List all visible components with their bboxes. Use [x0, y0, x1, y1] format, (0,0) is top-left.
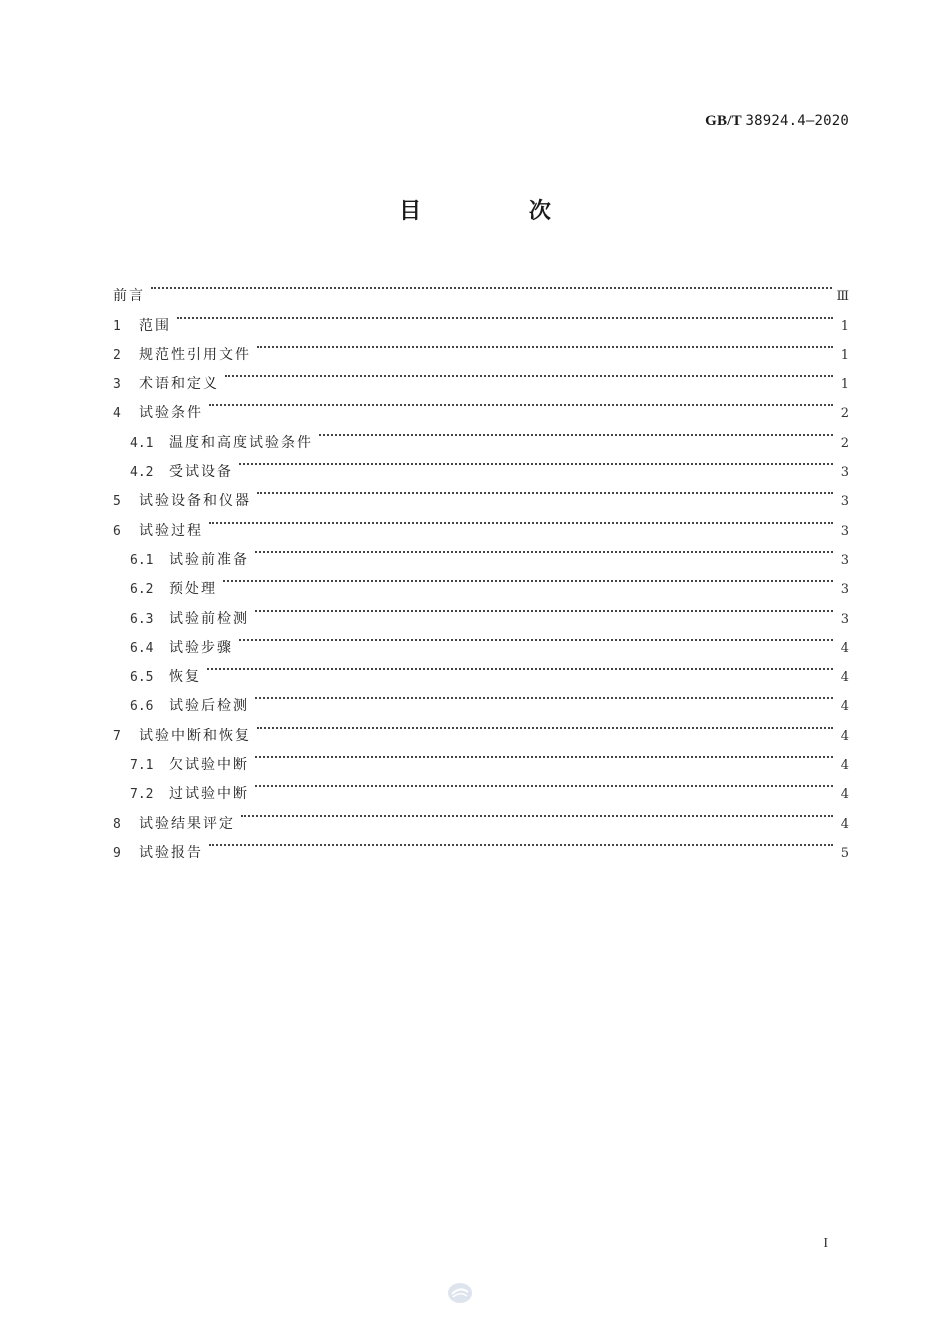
toc-entry-page: 1	[840, 377, 849, 393]
toc-entry-page: 3	[840, 494, 849, 510]
toc-dot-leader	[241, 798, 837, 827]
toc-entry-label: 试验前检测	[169, 610, 249, 627]
toc-dot-leader	[207, 652, 837, 681]
toc-dot-leader	[255, 593, 837, 622]
toc-entry-page: 3	[840, 582, 849, 598]
toc-entry-number: 5	[113, 494, 121, 510]
toc-entry[interactable]	[113, 388, 849, 422]
toc-entry-number: 8	[113, 816, 121, 832]
toc-dot-leader	[151, 271, 836, 300]
toc-entry[interactable]	[113, 300, 849, 334]
toc-entry-page: 3	[840, 611, 849, 627]
table-of-contents	[113, 271, 849, 861]
toc-entry-label: 试验过程	[139, 522, 203, 539]
toc-entry-label: 受试设备	[169, 464, 233, 481]
sac-logo-icon	[447, 1282, 473, 1304]
toc-entry-label: 试验中断和恢复	[139, 727, 251, 744]
page-number: I	[823, 1236, 828, 1251]
toc-dot-leader	[255, 681, 837, 710]
page-title: 目 次	[399, 199, 601, 224]
toc-entry-page: 3	[840, 465, 849, 481]
toc-entry-number: 4.1	[130, 435, 154, 451]
toc-entry-page: 2	[840, 435, 849, 451]
toc-entry-page: 4	[840, 728, 849, 744]
toc-entry[interactable]	[113, 330, 849, 363]
toc-dot-leader	[225, 359, 837, 388]
toc-entry-page: 4	[840, 699, 849, 715]
toc-entry-number: 7.1	[130, 758, 154, 774]
toc-entry-label: 范围	[139, 317, 171, 334]
toc-entry-page: Ⅲ	[836, 289, 849, 305]
toc-entry-label: 过试验中断	[169, 786, 249, 803]
toc-entry-number: 6.3	[130, 611, 154, 627]
toc-entry-page: 2	[840, 406, 849, 422]
toc-entry-page: 4	[840, 640, 849, 656]
toc-entry[interactable]	[113, 505, 849, 539]
toc-dot-leader	[255, 769, 837, 798]
toc-entry-number: 6	[113, 523, 121, 539]
toc-entry[interactable]	[113, 652, 849, 686]
toc-dot-leader	[257, 330, 837, 359]
toc-dot-leader	[257, 476, 837, 505]
standard-prefix: GB/T	[705, 113, 742, 129]
toc-entry-label: 规范性引用文件	[139, 346, 251, 363]
toc-entry-page: 3	[840, 552, 849, 568]
toc-entry[interactable]	[113, 828, 849, 861]
toc-dot-leader	[319, 417, 837, 446]
toc-dot-leader	[257, 710, 837, 739]
toc-entry-number: 6.1	[130, 552, 154, 568]
toc-entry-number: 9	[113, 845, 121, 861]
toc-entry-page: 4	[840, 758, 849, 774]
toc-entry-number: 6.4	[130, 640, 154, 656]
standard-number: 38924.4—2020	[745, 113, 849, 129]
toc-dot-leader	[255, 740, 837, 769]
toc-entry-label: 前言	[113, 288, 145, 305]
toc-entry-page: 4	[840, 670, 849, 686]
toc-dot-leader	[177, 300, 837, 329]
toc-dot-leader	[239, 623, 837, 652]
toc-entry-label: 试验条件	[139, 405, 203, 422]
toc-entry-number: 7.2	[130, 787, 154, 803]
toc-dot-leader	[223, 564, 837, 593]
toc-dot-leader	[209, 505, 837, 534]
toc-entry-label: 试验前准备	[169, 551, 249, 568]
toc-dot-leader	[239, 447, 837, 476]
toc-entry-page: 4	[840, 816, 849, 832]
toc-entry[interactable]	[113, 271, 849, 305]
standard-code	[705, 113, 849, 130]
toc-entry-label: 术语和定义	[139, 376, 219, 393]
toc-entry-label: 试验步骤	[169, 639, 233, 656]
toc-entry-page: 4	[840, 787, 849, 803]
toc-entry-number: 6.2	[130, 582, 154, 598]
toc-entry-number: 4.2	[130, 465, 154, 481]
toc-entry-number: 6.5	[130, 670, 154, 686]
toc-entry-label: 试验结果评定	[139, 815, 235, 832]
toc-entry-label: 预处理	[169, 581, 217, 598]
toc-entry-page: 3	[840, 523, 849, 539]
toc-entry-page: 1	[840, 318, 849, 334]
toc-entry-number: 2	[113, 347, 121, 363]
toc-entry-number: 4	[113, 406, 121, 422]
toc-entry-label: 欠试验中断	[169, 757, 249, 774]
toc-entry[interactable]	[113, 417, 849, 451]
toc-entry-label: 试验设备和仪器	[139, 493, 251, 510]
toc-dot-leader	[209, 828, 837, 857]
toc-entry-number: 3	[113, 377, 121, 393]
toc-entry-label: 温度和高度试验条件	[169, 434, 313, 451]
toc-entry[interactable]	[113, 564, 849, 598]
toc-entry[interactable]	[113, 681, 849, 715]
toc-entry-label: 恢复	[169, 669, 201, 686]
toc-dot-leader	[209, 388, 837, 417]
toc-entry-label: 试验报告	[139, 844, 203, 861]
toc-entry-page: 5	[840, 845, 849, 861]
toc-entry[interactable]	[113, 535, 849, 568]
toc-entry-label: 试验后检测	[169, 698, 249, 715]
toc-entry-number: 1	[113, 318, 121, 334]
toc-entry-number: 6.6	[130, 699, 154, 715]
toc-entry[interactable]	[113, 593, 849, 627]
toc-entry-page: 1	[840, 347, 849, 363]
toc-entry-number: 7	[113, 728, 121, 744]
toc-dot-leader	[255, 535, 837, 564]
